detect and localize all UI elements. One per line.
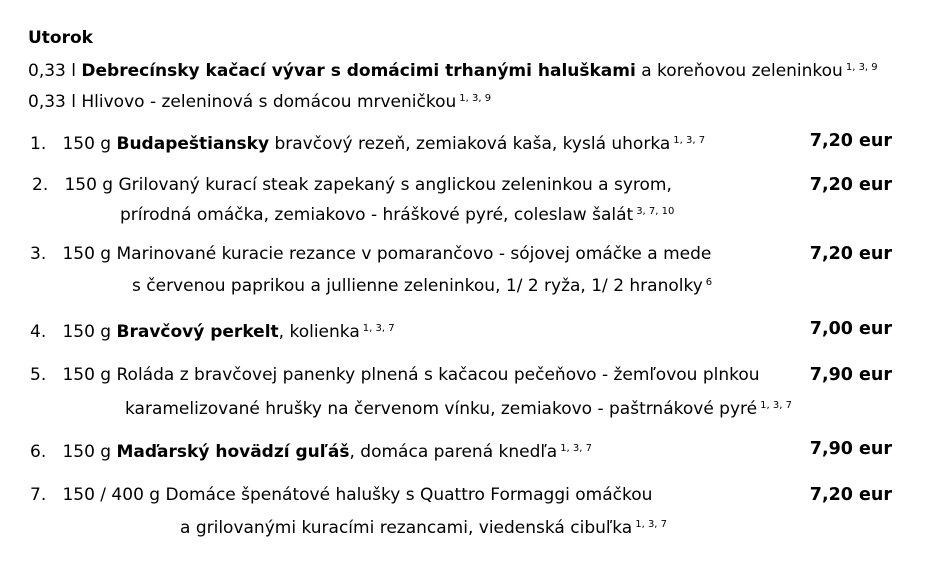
item-6-post: , domáca parená knedľa <box>349 442 558 462</box>
item-5-price: 7,90 eur <box>809 365 892 385</box>
item-5-line-1 <box>30 364 760 386</box>
item-4-pre: 150 g <box>62 322 117 342</box>
item-3-line-2 <box>132 272 712 297</box>
item-4-post: , kolienka <box>278 322 360 342</box>
item-2-line-2 <box>120 201 674 226</box>
item-5-line-2 <box>125 395 792 420</box>
soup-1-bold: Debrecínsky kačací vývar s domácimi trhanými haluškami <box>81 61 636 81</box>
soup-2-pre: 0,33 l Hlivovo - zeleninová s domácou mrveničkou <box>28 92 457 112</box>
item-3-price: 7,20 eur <box>809 244 892 264</box>
item-1-price: 7,20 eur <box>809 131 892 151</box>
soup-1-allergens: 1, 3, 9 <box>845 62 878 73</box>
item-2-price: 7,20 eur <box>809 175 892 195</box>
item-1-number: 1. <box>30 134 47 154</box>
item-2-text-2: prírodná omáčka, zemiakovo - hráškové pyré, coleslaw šalát <box>120 205 634 225</box>
item-4-line-1 <box>30 318 395 343</box>
item-2-allergens: 3, 7, 10 <box>636 206 675 217</box>
item-3-allergens: 6 <box>705 277 713 288</box>
item-5-allergens: 1, 3, 7 <box>760 400 792 411</box>
item-3-text: 150 g Marinované kuracie rezance v pomarančovo - sójovej omáčke a mede <box>62 244 712 264</box>
item-6-price: 7,90 eur <box>809 439 892 459</box>
item-2-text: 150 g Grilovaný kurací steak zapekaný s anglickou zeleninkou a syrom, <box>64 175 672 195</box>
item-3-text-2: s červenou paprikou a jullienne zeleninkou, 1/ 2 ryža, 1/ 2 hranolky <box>132 276 703 296</box>
item-6-bold: Maďarský hovädzí guľáš <box>116 442 350 462</box>
item-7-text: 150 / 400 g Domáce špenátové halušky s Quattro Formaggi omáčkou <box>62 485 653 505</box>
item-7-line-1 <box>30 484 652 506</box>
item-1-pre: 150 g <box>62 134 117 154</box>
item-5-text: 150 g Roláda z bravčovej panenky plnená s kačacou pečeňovo - žemľovou plnkou <box>62 365 760 385</box>
item-5-number: 5. <box>30 365 47 385</box>
item-6-number: 6. <box>30 442 47 462</box>
item-1-line-1 <box>30 130 705 155</box>
item-4-number: 4. <box>30 322 47 342</box>
item-7-allergens: 1, 3, 7 <box>635 519 668 530</box>
day-title: Utorok <box>28 28 93 48</box>
item-1-allergens: 1, 3, 7 <box>673 135 706 146</box>
item-1-bold: Budapeštiansky <box>116 134 270 154</box>
item-4-bold: Bravčový perkelt <box>116 322 279 342</box>
item-2-number: 2. <box>32 175 49 195</box>
soup-1-pre: 0,33 l <box>28 61 82 81</box>
item-6-pre: 150 g <box>62 442 117 462</box>
item-7-number: 7. <box>30 485 47 505</box>
item-3-line-1 <box>30 243 711 265</box>
soup-2-allergens: 1, 3, 9 <box>459 93 492 104</box>
item-7-line-2 <box>180 514 667 539</box>
item-5-text-2: karamelizované hrušky na červenom vínku, zemiakovo - paštrnákové pyré <box>125 399 758 419</box>
soup-line-1 <box>28 57 878 82</box>
item-6-allergens: 1, 3, 7 <box>560 443 592 454</box>
item-3-number: 3. <box>30 244 47 264</box>
item-4-price: 7,00 eur <box>809 319 892 339</box>
soup-1-post: a koreňovou zeleninkou <box>635 61 843 81</box>
item-7-text-2: a grilovanými kuracími rezancami, viedenská cibuľka <box>180 518 633 538</box>
item-1-post: bravčový rezeň, zemiaková kaša, kyslá uhorka <box>269 134 671 154</box>
item-2-line-1 <box>32 174 672 196</box>
soup-line-2 <box>28 88 491 113</box>
item-4-allergens: 1, 3, 7 <box>362 323 395 334</box>
item-6-line-1 <box>30 438 592 463</box>
item-7-price: 7,20 eur <box>809 485 892 505</box>
